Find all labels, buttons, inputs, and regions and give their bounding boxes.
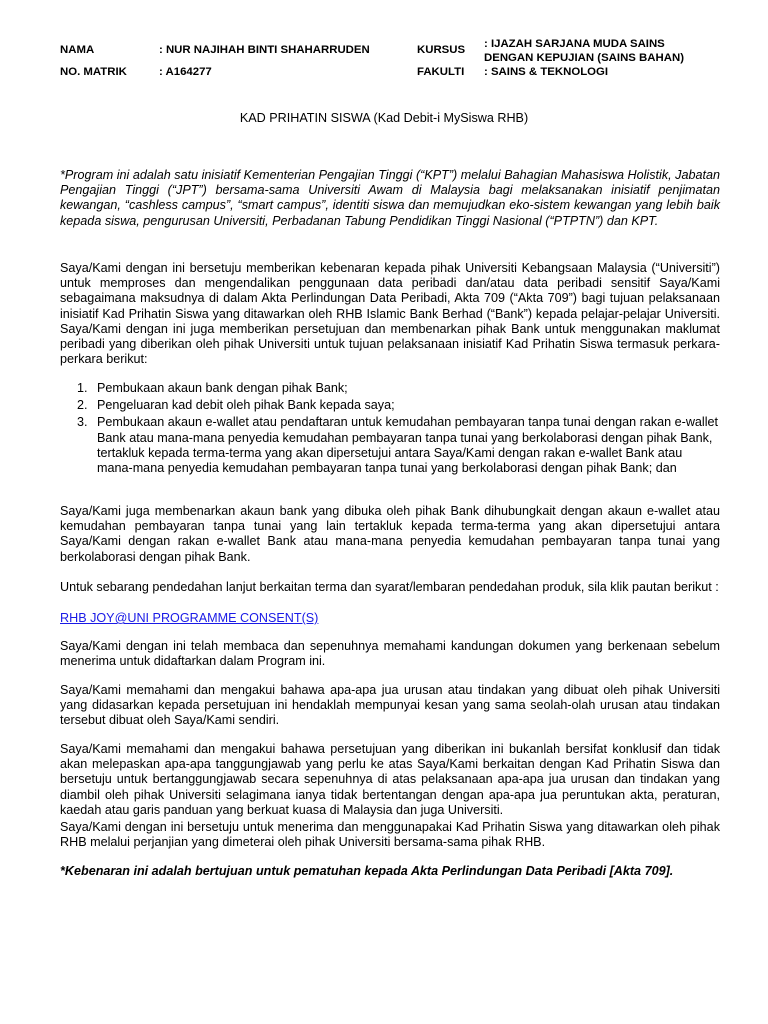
list-item-number: 2.: [77, 398, 88, 413]
consent-paragraph-7: Saya/Kami dengan ini bersetuju untuk menerima dan menggunapakai Kad Prihatin Siswa yang ditawarkan oleh pihak RHB melalui perjanjian yang dimeterai oleh pihak Universiti bersama-sama pihak RHB.: [60, 820, 720, 850]
matrik-value: : A164277: [159, 66, 212, 78]
footnote: *Kebenaran ini adalah bertujuan untuk pematuhan kepada Akta Perlindungan Data Peribadi [Akta 709].: [60, 864, 674, 878]
nama-value: : NUR NAJIHAH BINTI SHAHARRUDEN: [159, 44, 370, 56]
list-item-text: Pembukaan akaun e-wallet atau pendaftaran untuk kemudahan pembayaran tanpa tunai dengan rakan e-wallet Bank atau mana-mana penyedia kemudahan pembayaran tanpa tunai yang berkolaborasi dengan pihak Bank, tertakluk kepada terma-terma yang akan dipersetujui antara Saya/Kami dengan rakan e-wallet Bank atau mana-mana penyedia kemudahan pembayaran tanpa tunai yang berkolaborasi dengan pihak Bank; dan: [97, 415, 719, 476]
kursus-value-line1: : IJAZAH SARJANA MUDA SAINS: [484, 38, 665, 50]
list-item: [60, 398, 720, 413]
kursus-label: KURSUS: [417, 44, 466, 56]
nama-label: NAMA: [60, 44, 95, 56]
consent-paragraph-6: Saya/Kami memahami dan mengakui bahawa persetujuan yang diberikan ini bukanlah bersifat konklusif dan tidak akan melepaskan apa-apa tanggungjawab yang perlu ke atas Saya/Kami berkaitan dengan Kad Prihatin Siswa dan bersetuju untuk bertanggungjawab secara sepenuhnya di atas pelaksanaan apa-apa jua urusan dan tindakan yang diambil oleh pihak Universiti selagimana ianya tidak bertentangan dengan apa-apa jua peruntukan akta, peraturan, kaedah atau garis panduan yang berkuat kuasa di Malaysia dan juga Universiti.: [60, 742, 720, 817]
consent-link[interactable]: RHB JOY@UNI PROGRAMME CONSENT(S): [60, 611, 319, 625]
list-item-number: 1.: [77, 381, 88, 395]
list-item: [60, 415, 720, 476]
kursus-value-line2: DENGAN KEPUJIAN (SAINS BAHAN): [484, 52, 684, 64]
consent-paragraph-5: Saya/Kami memahami dan mengakui bahawa apa-apa jua urusan atau tindakan yang dibuat oleh pihak Universiti yang didasarkan kepada persetujuan ini hendaklah mempunyai kesan yang sama seolah-olah urusan atau tindakan tersebut dibuat oleh Saya/Kami sendiri.: [60, 683, 720, 728]
document-title: KAD PRIHATIN SISWA (Kad Debit-i MySiswa RHB): [239, 111, 529, 125]
disclosure-paragraph: Untuk sebarang pendedahan lanjut berkaitan terma dan syarat/lembaran pendedahan produk, sila klik pautan berikut :: [60, 580, 719, 594]
list-item: [60, 381, 720, 396]
matrik-label: NO. MATRIK: [60, 66, 127, 78]
consent-paragraph-2: Saya/Kami juga membenarkan akaun bank yang dibuka oleh pihak Bank dihubungkait dengan akaun e-wallet atau kemudahan pembayaran tanpa tunai yang lain tertakluk kepada terma-terma yang akan dipersetujui antara Saya/Kami dengan rakan e-wallet Bank atau mana-mana penyedia kemudahan pembayaran tanpa tunai yang berkolaborasi dengan pihak Bank.: [60, 504, 720, 564]
consent-paragraph-1: Saya/Kami dengan ini bersetuju memberikan kebenaran kepada pihak Universiti Kebangsaan Malaysia (“Universiti”) untuk memproses dan mengendalikan penggunaan data peribadi dan/atau data peribadi sensitif Saya/Kami sebagaimana maksudnya di dalam Akta Perlindungan Data Peribadi, Akta 709 (“Akta 709”) bagi tujuan pelaksanaan inisiatif Kad Prihatin Siswa yang ditawarkan oleh RHB Islamic Bank Berhad (“Bank”) kepada pelajar-pelajar Universiti. Saya/Kami dengan ini juga memberikan persetujuan dan membenarkan pihak Bank untuk menggunakan maklumat peribadi yang diberikan oleh pihak Universiti untuk tujuan pelaksanaan inisiatif Kad Prihatin Siswa termasuk perkara-perkara berikut:: [60, 261, 720, 367]
intro-paragraph: *Program ini adalah satu inisiatif Kementerian Pengajian Tinggi (“KPT”) melalui Bahagian Mahasiswa Holistik, Jabatan Pengajian Tinggi (“JPT”) bersama-sama Universiti Awam di Malaysia bagi melaksanakan inisiatif penjimatan kewangan, “cashless campus”, “smart campus”, identiti siswa dan memujudkan eko-sistem kewangan yang lebih baik kepada siswa, pengurusan Universiti, Perbadanan Tabung Pendidikan Tinggi Nasional (“PTPTN”) dan KPT.: [60, 168, 720, 228]
list-item-text: Pengeluaran kad debit oleh pihak Bank kepada saya;: [97, 398, 395, 413]
consent-paragraph-4: Saya/Kami dengan ini telah membaca dan sepenuhnya memahami kandungan dokumen yang berkenaan sebelum menerima untuk didaftarkan dalam Program ini.: [60, 639, 720, 669]
list-item-text: Pembukaan akaun bank dengan pihak Bank;: [97, 381, 348, 395]
purpose-list: [60, 381, 720, 478]
fakulti-value: : SAINS & TEKNOLOGI: [484, 66, 609, 78]
list-item-number: 3.: [77, 415, 88, 430]
fakulti-label: FAKULTI: [417, 66, 465, 78]
